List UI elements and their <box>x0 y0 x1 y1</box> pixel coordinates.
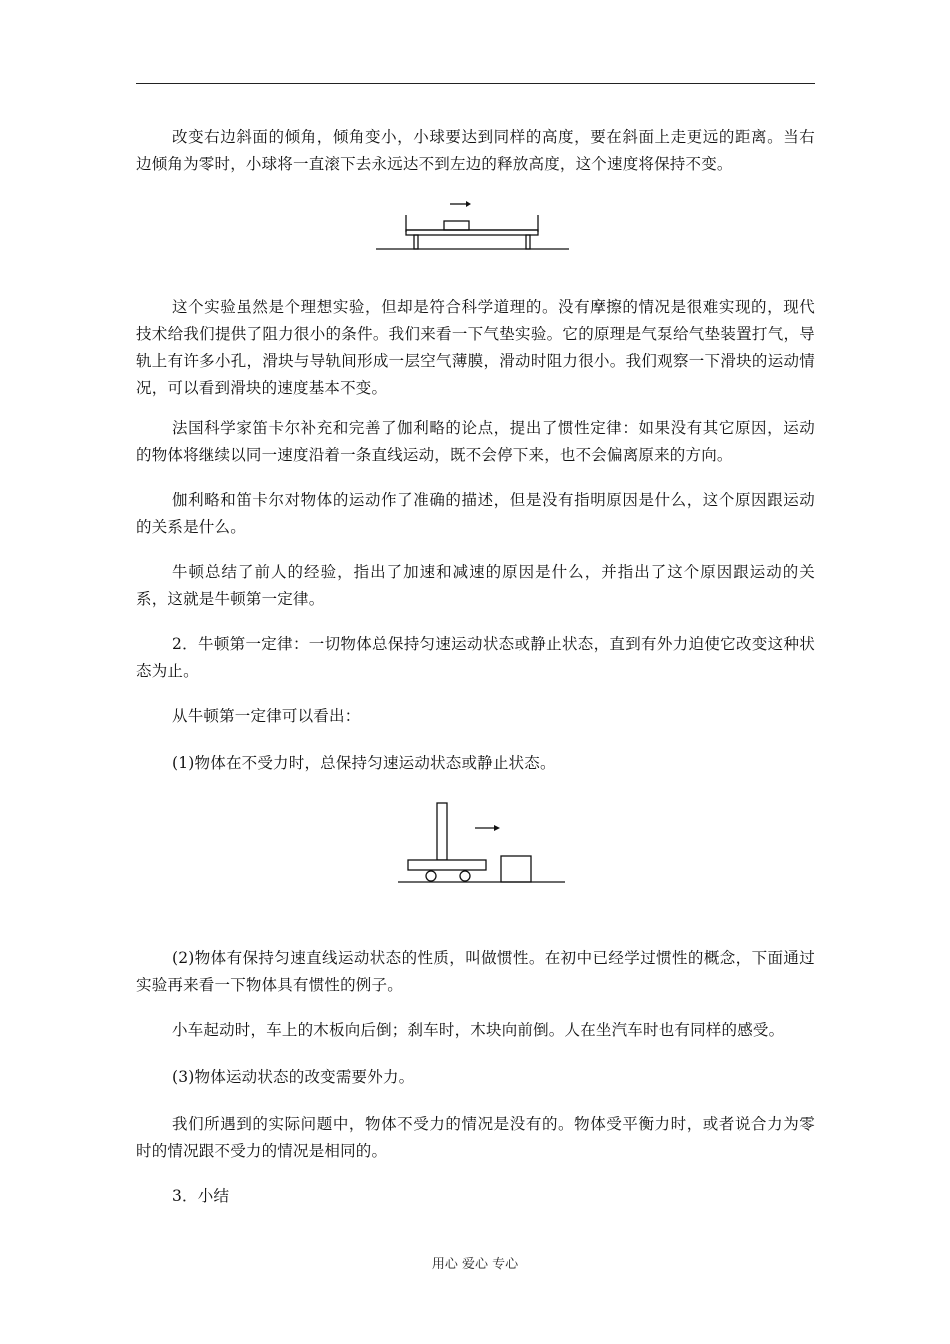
motion-arrow-head <box>466 201 471 207</box>
paragraph-point-2: (2)物体有保持匀速直线运动状态的性质，叫做惯性。在初中已经学过惯性的概念，下面通过实验再来看一下物体具有惯性的例子。 <box>136 949 815 994</box>
paragraph-from-first-law: 从牛顿第一定律可以看出： <box>172 707 361 725</box>
paragraph-point-3: (3)物体运动状态的改变需要外力。 <box>172 1068 415 1086</box>
air-track-figure <box>370 195 575 255</box>
air-track-rail <box>406 230 538 235</box>
paragraph-descartes: 法国科学家笛卡尔补充和完善了伽利略的论点，提出了惯性定律：如果没有其它原因，运动的物体将继续以同一速度沿着一条直线运动，既不会停下来，也不会偏离原来的方向。 <box>136 419 815 464</box>
paragraph-point-1: (1)物体在不受力时，总保持匀速运动状态或静止状态。 <box>172 754 556 772</box>
cart-wheel-left <box>426 871 436 881</box>
paragraph-newton-summary: 牛顿总结了前人的经验，指出了加速和减速的原因是什么，并指出了这个原因跟运动的关系，这就是牛顿第一定律。 <box>136 563 815 608</box>
slider-block <box>444 221 469 230</box>
cart-platform <box>408 860 486 870</box>
motion-arrow-head <box>494 825 500 831</box>
upright-board <box>437 803 447 860</box>
cart-wheel-right <box>460 871 470 881</box>
paragraph-galileo-descartes: 伽利略和笛卡尔对物体的运动作了准确的描述，但是没有指明原因是什么，这个原因跟运动的关系是什么。 <box>136 491 815 536</box>
cart-inertia-figure <box>395 800 570 890</box>
page-footer: 用心 爱心 专心 <box>431 1257 519 1272</box>
paragraph-cart-example: 小车起动时，车上的木板向后倒；刹车时，木块向前倒。人在坐汽车时也有同样的感受。 <box>172 1021 785 1039</box>
paragraph-balanced-forces: 我们所遇到的实际问题中，物体不受力的情况是没有的。物体受平衡力时，或者说合力为零时的情况跟不受力的情况是相同的。 <box>136 1115 815 1160</box>
paragraph-incline-angle: 改变右边斜面的倾角，倾角变小，小球要达到同样的高度，要在斜面上走更远的距离。当右边倾角为零时，小球将一直滚下去永远达不到左边的释放高度，这个速度将保持不变。 <box>136 128 815 173</box>
paragraph-air-cushion: 这个实验虽然是个理想实验，但却是符合科学道理的。没有摩擦的情况是很难实现的，现代技术给我们提供了阻力很小的条件。我们来看一下气垫实验。它的原理是气泵给气垫装置打气，导轨上有许多小孔，滑块与导轨间形成一层空气薄膜，滑动时阻力很小。我们观察一下滑块的运动情况，可以看到滑块的速度基本不变。 <box>136 298 815 397</box>
wooden-block <box>501 856 531 882</box>
paragraph-newton-first-law: 2．牛顿第一定律：一切物体总保持匀速运动状态或静止状态，直到有外力迫使它改变这种状态为止。 <box>136 635 815 680</box>
header-rule <box>136 83 815 84</box>
section-heading-summary: 3．小结 <box>172 1187 230 1205</box>
